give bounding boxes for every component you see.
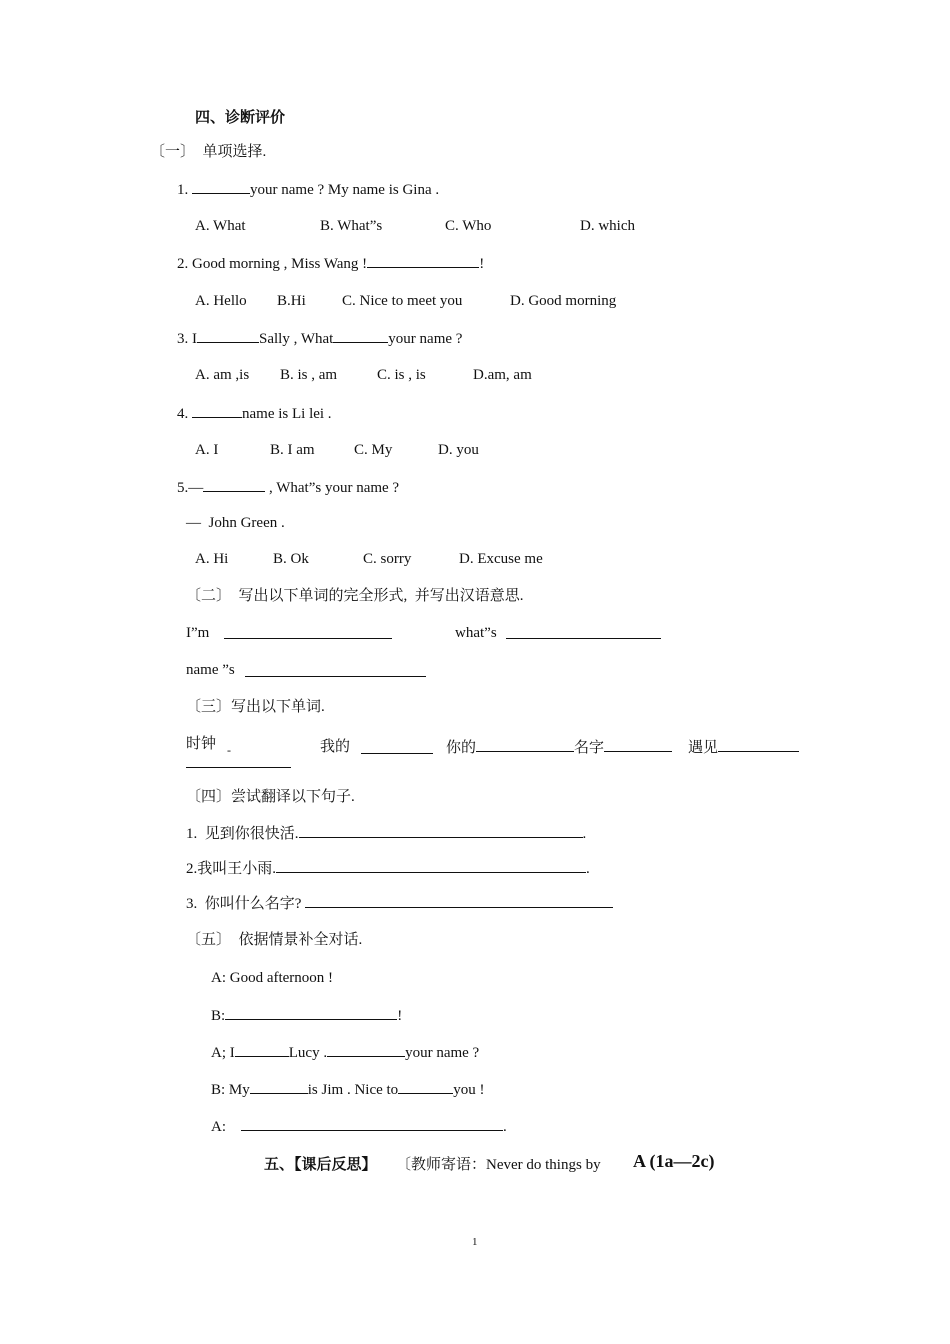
- q3-option-c: C. is , is: [377, 367, 426, 383]
- part2-word-names: name ”s: [186, 662, 235, 678]
- part4-blank-2: [276, 858, 586, 873]
- q5-part-a: 5.—: [177, 480, 204, 496]
- q5-part-b: , What”s your name ?: [265, 480, 400, 496]
- dialog-line-2: B: !: [211, 1005, 402, 1026]
- part4-sentence-2: 2.我叫王小雨. .: [186, 858, 590, 879]
- dialog-blank-5: [241, 1116, 503, 1131]
- q2-end: !: [479, 256, 485, 272]
- q2-option-c: C. Nice to meet you: [342, 293, 463, 309]
- q4-option-b: B. I am: [270, 442, 315, 458]
- q4-number: 4.: [177, 406, 189, 422]
- part3-word-meet: 遇见: [688, 737, 799, 758]
- part3-word-my: 我的: [320, 739, 351, 755]
- part3-word-clock: 时钟: [186, 736, 217, 752]
- part4-heading: 〔四〕尝试翻译以下句子.: [186, 789, 355, 805]
- dialog-blank-4a: [250, 1079, 308, 1094]
- q5-option-a: A. Hi: [195, 551, 229, 567]
- q1-number: 1.: [177, 182, 189, 198]
- q2-option-b: B.Hi: [277, 293, 306, 309]
- part4-blank-1: [299, 823, 583, 838]
- q5-reply: — John Green .: [186, 515, 285, 531]
- part3-word-name: 名字: [574, 740, 605, 756]
- q5-option-d: D. Excuse me: [459, 551, 543, 567]
- dialog-line-4: B: My is Jim . Nice to you !: [211, 1079, 484, 1100]
- part3-heading: 〔三〕写出以下单词.: [186, 699, 325, 715]
- dialog-blank-3b: [327, 1042, 405, 1057]
- part2-blank-3: [245, 662, 426, 677]
- part2-word-whats: what”s: [455, 625, 497, 641]
- part3-blank-name: [604, 737, 672, 752]
- q3-option-a: A. am ,is: [195, 367, 250, 383]
- q5-option-b: B. Ok: [273, 551, 309, 567]
- part1-heading: 〔一〕 单项选择.: [150, 144, 267, 160]
- q2-option-d: D. Good morning: [510, 293, 617, 309]
- q4-option-c: C. My: [354, 442, 393, 458]
- q3-blank-2: [333, 328, 388, 343]
- part2-blank-2: [506, 624, 661, 639]
- part2-blank-1: [224, 624, 392, 639]
- part5-heading: 〔五〕 依据情景补全对话.: [186, 932, 363, 948]
- q5-blank: [203, 477, 265, 492]
- part3-blank-meet: [718, 737, 799, 752]
- question-3: [177, 328, 462, 349]
- q2-option-a: A. Hello: [195, 293, 247, 309]
- q1-option-a: A. What: [195, 218, 246, 234]
- q4-option-a: A. I: [195, 442, 219, 458]
- q1-text: your name ? My name is Gina .: [250, 182, 440, 198]
- question-5: [177, 477, 399, 498]
- q2-blank: [367, 253, 479, 268]
- q3-part-b: Sally , What: [259, 331, 334, 347]
- part4-blank-3: [305, 893, 613, 908]
- q2-text: 2. Good morning , Miss Wang !: [177, 256, 368, 272]
- dialog-blank-4b: [398, 1079, 453, 1094]
- q5-option-c: C. sorry: [363, 551, 412, 567]
- dialog-blank-3a: [235, 1042, 289, 1057]
- section5-unit-label: A (1a—2c): [633, 1151, 715, 1171]
- part4-sentence-1: 1. 见到你很快活. .: [186, 823, 586, 844]
- q3-part-a: 3. I: [177, 331, 197, 347]
- part2-heading: 〔二〕 写出以下单词的完全形式, 并写出汉语意思.: [186, 588, 524, 604]
- section5-title: 五、【课后反思】: [264, 1157, 377, 1173]
- question-2: [177, 253, 484, 274]
- dialog-line-3: A; I Lucy . your name ?: [211, 1042, 479, 1063]
- part4-sentence-3: 3. 你叫什么名字?: [186, 893, 613, 914]
- q3-blank-1: [197, 328, 259, 343]
- q1-option-c: C. Who: [445, 218, 492, 234]
- part3-blank-my: [361, 739, 433, 754]
- part3-word-your: 你的 名字: [446, 737, 672, 758]
- dialog-line-5: A: .: [211, 1116, 507, 1137]
- part3-dash: -: [227, 743, 231, 757]
- dialog-blank-2: [225, 1005, 397, 1020]
- q3-option-b: B. is , am: [280, 367, 338, 383]
- q3-part-c: your name ?: [388, 331, 463, 347]
- part3-blank-clock: [186, 753, 291, 768]
- q1-option-b: B. What”s: [320, 218, 383, 234]
- q4-option-d: D. you: [438, 442, 479, 458]
- section5-text: 〔教师寄语：Never do things by: [396, 1157, 601, 1173]
- q3-option-d: D.am, am: [473, 367, 532, 383]
- part2-word-im: I”m: [186, 625, 210, 641]
- question-4: [177, 403, 332, 424]
- dialog-line-1: A: Good afternoon !: [211, 970, 334, 986]
- q1-option-d: D. which: [580, 218, 635, 234]
- question-1: [177, 179, 439, 200]
- page-number: 1: [472, 1236, 478, 1248]
- q4-text: name is Li lei .: [242, 406, 332, 422]
- q1-blank: [192, 179, 250, 194]
- part3-blank-your: [476, 737, 574, 752]
- section-title: 四、诊断评价: [195, 110, 286, 126]
- q4-blank: [192, 403, 242, 418]
